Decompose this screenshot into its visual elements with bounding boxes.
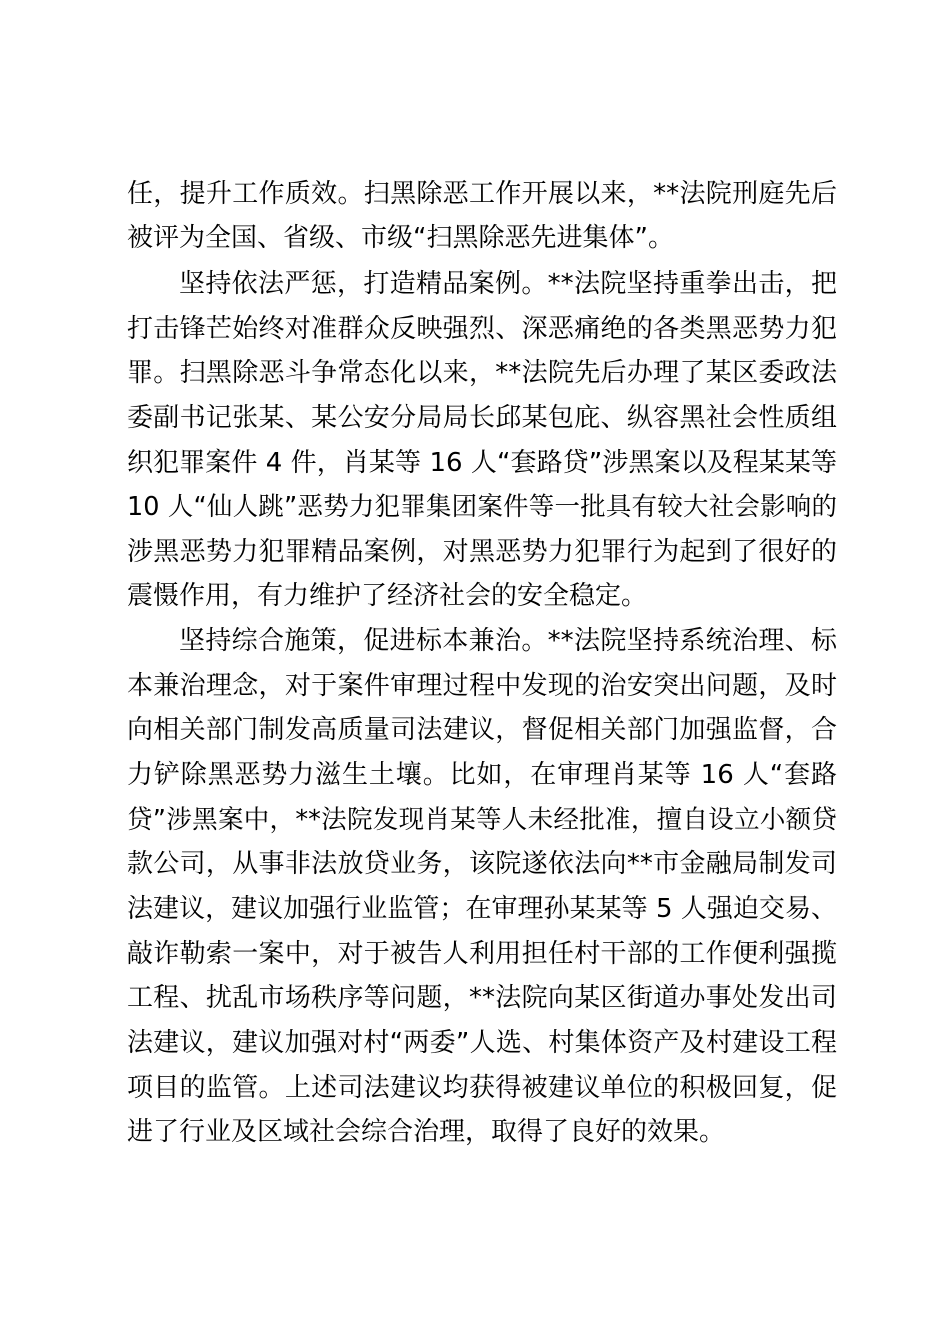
paragraph-3-line-7: 法建议，建议加强行业监管；在审理孙某某等 5 人强迫交易、 [127,894,837,924]
paragraph-3-line-3: 向相关部门制发高质量司法建议，督促相关部门加强监督，合 [127,715,837,745]
paragraph-2-line-6: 10 人“仙人跳”恶势力犯罪集团案件等一批具有较大社会影响的 [127,492,837,522]
paragraph-3-line-4: 力铲除黑恶势力滋生土壤。比如，在审理肖某等 16 人“套路 [127,760,837,790]
paragraph-3-line-8: 敲诈勒索一案中，对于被告人利用担任村干部的工作便利强揽 [127,939,837,969]
paragraph-3-line-11: 项目的监管。上述司法建议均获得被建议单位的积极回复，促 [127,1073,837,1103]
paragraph-2-line-1: 坚持依法严惩，打造精品案例。**法院坚持重拳出击，把 [179,269,837,299]
paragraph-1-line-2: 被评为全国、省级、市级“扫黑除恶先进集体”。 [127,223,674,253]
paragraph-2-line-4: 委副书记张某、某公安分局局长邱某包庇、纵容黑社会性质组 [127,403,837,433]
paragraph-2-line-2: 打击锋芒始终对准群众反映强烈、深恶痛绝的各类黑恶势力犯 [127,314,837,344]
paragraph-3-line-6: 款公司，从事非法放贷业务，该院遂依法向**市金融局制发司 [127,849,837,879]
paragraph-2-line-3: 罪。扫黑除恶斗争常态化以来，**法院先后办理了某区委政法 [127,358,837,388]
paragraph-1-line-1: 任，提升工作质效。扫黑除恶工作开展以来，**法院刑庭先后 [127,179,837,209]
paragraph-3-line-1: 坚持综合施策，促进标本兼治。**法院坚持系统治理、标 [179,626,837,656]
paragraph-3-line-10: 法建议，建议加强对村“两委”人选、村集体资产及村建设工程 [127,1028,837,1058]
paragraph-3-line-9: 工程、扰乱市场秩序等问题，**法院向某区街道办事处发出司 [127,983,837,1013]
paragraph-2-line-5: 织犯罪案件 4 件，肖某等 16 人“套路贷”涉黑案以及程某某等 [127,448,837,478]
paragraph-2-line-7: 涉黑恶势力犯罪精品案例，对黑恶势力犯罪行为起到了很好的 [127,537,837,567]
paragraph-3-line-5: 贷”涉黑案中，**法院发现肖某等人未经批准，擅自设立小额贷 [127,805,837,835]
paragraph-3-line-2: 本兼治理念，对于案件审理过程中发现的治安突出问题，及时 [127,671,837,701]
paragraph-2-line-8: 震慑作用，有力维护了经济社会的安全稳定。 [127,581,648,611]
paragraph-3-line-12: 进了行业及区域社会综合治理，取得了良好的效果。 [127,1117,726,1147]
